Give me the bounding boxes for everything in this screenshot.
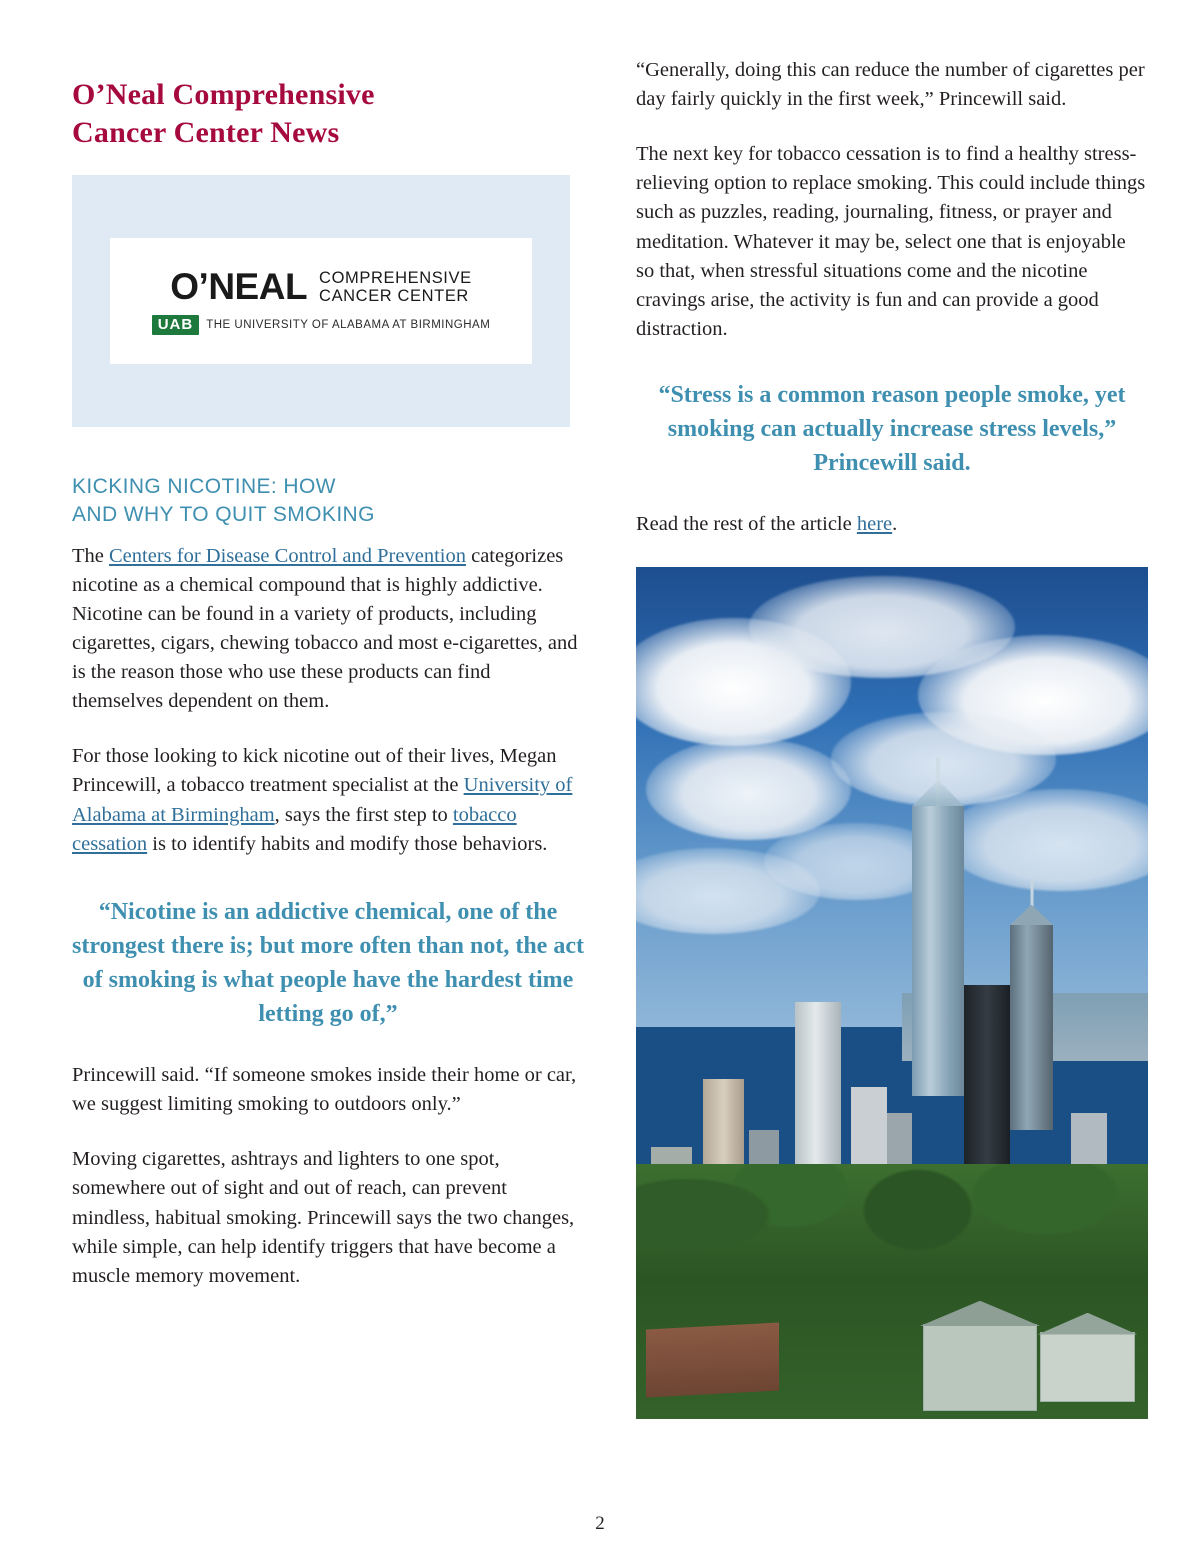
uab-link[interactable]: University of Alabama at Birmingham: [72, 774, 573, 826]
read-article-link[interactable]: here: [856, 513, 893, 536]
masthead-line-2: Cancer Center News: [72, 115, 340, 149]
building-white: [795, 1002, 841, 1164]
read-more-text-before: Read the rest of the article: [636, 513, 857, 536]
right-column: [636, 56, 1148, 1419]
read-more-text-after: .: [892, 513, 898, 536]
read-more-line: [636, 510, 1148, 539]
logo-university-row: [152, 315, 491, 335]
article-heading-line-2: AND WHY TO QUIT SMOKING: [72, 503, 375, 527]
house-roof: [1040, 1332, 1134, 1402]
para1-text-before: The: [72, 544, 109, 567]
university-name: THE UNIVERSITY OF ALABAMA AT BIRMINGHAM: [206, 319, 491, 332]
two-column-layout: [72, 56, 1146, 1419]
left-column: [72, 56, 584, 1291]
page-number: 2: [595, 1513, 605, 1534]
pull-quote-right: “Stress is a common reason people smoke, yet smoking can actually increase stress levels,” Princewill said.: [658, 381, 1126, 477]
uab-logo-icon: UAB: [152, 315, 200, 335]
article-paragraph-1: [72, 542, 584, 717]
logo-wordmark: O’NEAL: [170, 265, 308, 307]
para2-text-1: For those looking to kick nicotine out of their lives, Megan Princewill, a tobacco treatment specialist at the: [72, 745, 557, 797]
logo-subtitle-line-2: CANCER CENTER: [319, 287, 469, 305]
cloud-icon: [646, 738, 851, 840]
article-paragraph-2: [72, 742, 584, 858]
masthead-line-1: O’Neal Comprehensive: [72, 78, 375, 111]
article-paragraph-5: “Generally, doing this can reduce the number of cigarettes per day fairly quickly in the first week,” Princewill said.: [636, 59, 1145, 111]
building-dark-tower: [964, 985, 1010, 1181]
para2-text-3: is to identify habits and modify those behaviors.: [147, 832, 548, 855]
building-tower-secondary: [1010, 925, 1054, 1129]
page-title: [72, 76, 584, 151]
logo-primary-row: [170, 267, 471, 306]
article-paragraph-6: The next key for tobacco cessation is to find a healthy stress-relieving option to replace smoking. This could include things such as puzzles, reading, journaling, fitness, or prayer and meditation. Whatever it may be, select one that is enjoyable so that, when stressful situations come and the nicotine cravings arise, the activity is fun and can provide a good distraction.: [636, 143, 1146, 340]
para2-text-2: , says the first step to: [274, 803, 453, 826]
article-heading-line-1: KICKING NICOTINE: HOW: [72, 475, 336, 498]
tobacco-cessation-link[interactable]: tobacco cessation: [72, 803, 517, 855]
city-skyline-photo: [636, 567, 1148, 1419]
cdc-link[interactable]: Centers for Disease Control and Prevention: [109, 544, 466, 567]
para1-text-after: categorizes nicotine as a chemical compound that is highly addictive. Nicotine can be found in a variety of products, including cigarettes, cigars, chewing tobacco and most e-cigarettes, and is the reason those who use these products can find themselves dependent on them.: [72, 544, 578, 713]
oneal-logo: [110, 238, 532, 364]
logo-panel: [72, 175, 570, 427]
house-roof: [923, 1324, 1038, 1411]
article-heading: [72, 473, 584, 530]
article-paragraph-4: Moving cigarettes, ashtrays and lighters to one spot, somewhere out of sight and out of reach, can prevent mindless, habitual smoking. Princewill says the two changes, while simple, can help identify triggers that have become a muscle memory movement.: [72, 1148, 575, 1287]
logo-subtitle-line-1: COMPREHENSIVE: [319, 268, 472, 287]
article-paragraph-3: Princewill said. “If someone smokes inside their home or car, we suggest limiting smoking to outdoors only.”: [72, 1064, 577, 1116]
pull-quote-left: “Nicotine is an addictive chemical, one of the strongest there is; but more often than not, the act of smoking is what people have the hardest time letting go of,”: [72, 898, 584, 1028]
brown-roof: [646, 1322, 779, 1397]
building-tower-main: [912, 806, 963, 1096]
logo-subtitle: [319, 267, 472, 306]
